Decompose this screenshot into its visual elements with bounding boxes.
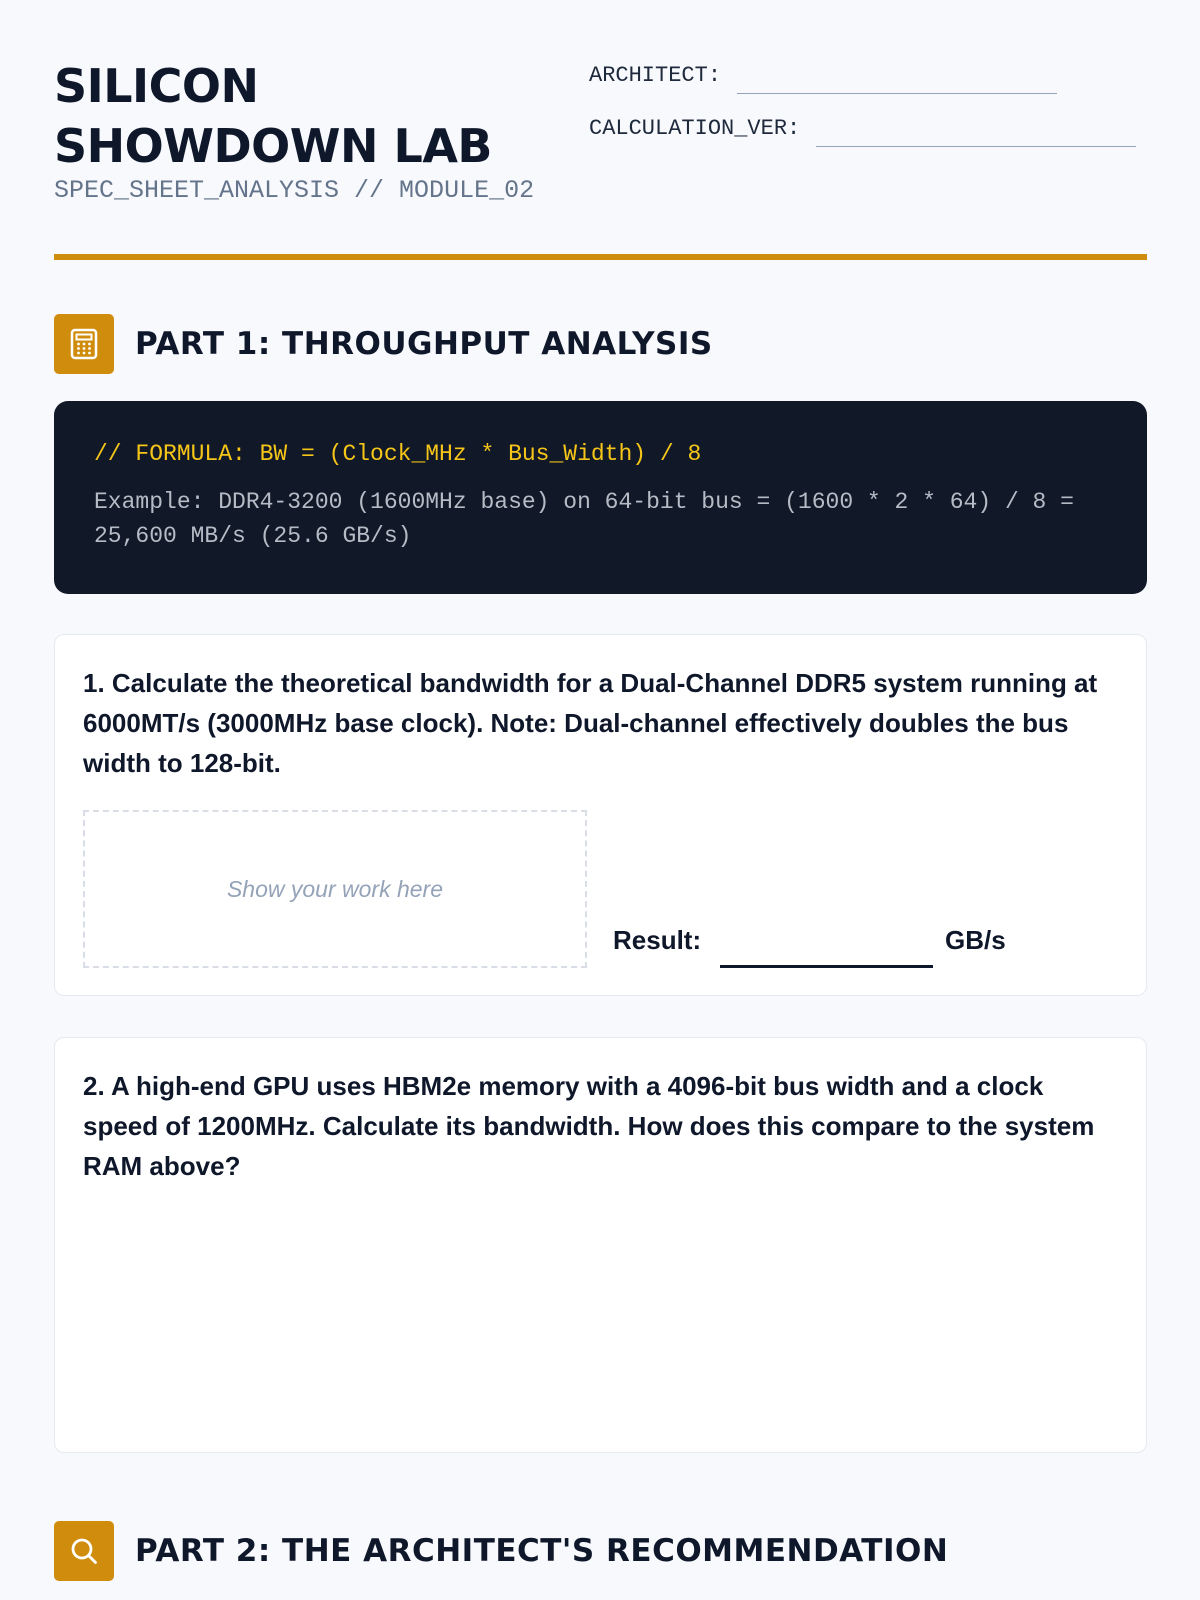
- question-1-text: 1. Calculate the theoretical bandwidth for a Dual-Channel DDR5 system running at 6000MT/s (3000MHz base clock). Note: Dual-channel effectively doubles the bus width to 128-bit.: [83, 668, 1098, 778]
- calculation-ver-label: CALCULATION_VER:: [589, 116, 801, 141]
- calculation-ver-row: [589, 113, 1149, 147]
- part2-title: PART 2: THE ARCHITECT'S RECOMMENDATION: [135, 1533, 949, 1569]
- part1-title: PART 1: THROUGHPUT ANALYSIS: [135, 326, 713, 362]
- architect-label: ARCHITECT:: [589, 63, 722, 88]
- formula-block: [54, 401, 1147, 594]
- question-2-text: 2. A high-end GPU uses HBM2e memory with a 4096-bit bus width and a clock speed of 1200MHz. Calculate its bandwidth. How does this compare to the system RAM above?: [83, 1071, 1095, 1181]
- page-header: [54, 56, 1147, 206]
- header-divider: [54, 254, 1147, 260]
- search-icon: [54, 1521, 114, 1581]
- architect-field[interactable]: [737, 93, 1057, 94]
- calculator-icon: [54, 314, 114, 374]
- result-answer-field[interactable]: [720, 965, 933, 968]
- page-title: SILICON SHOWDOWN LAB: [54, 59, 492, 173]
- meta-fields: [589, 60, 1149, 166]
- formula-text: // FORMULA: BW = (Clock_MHz * Bus_Width) / 8: [94, 441, 702, 467]
- work-area-placeholder: Show your work here: [226, 875, 444, 902]
- result-unit: GB/s: [945, 925, 1006, 955]
- part2-heading: [54, 1521, 948, 1581]
- page-subtitle: SPEC_SHEET_ANALYSIS // MODULE_02: [54, 176, 535, 205]
- part1-heading: [54, 314, 713, 374]
- result-label: Result:: [613, 925, 702, 955]
- architect-row: [589, 60, 1149, 94]
- formula-example: Example: DDR4-3200 (1600MHz base) on 64-bit bus = (1600 * 2 * 64) / 8 = 25,600 MB/s (25.6 GB/s): [94, 489, 1074, 549]
- calculation-ver-field[interactable]: [816, 146, 1136, 147]
- work-area[interactable]: [83, 810, 587, 968]
- question-2-card: [54, 1037, 1147, 1453]
- question-1-card: [54, 634, 1147, 996]
